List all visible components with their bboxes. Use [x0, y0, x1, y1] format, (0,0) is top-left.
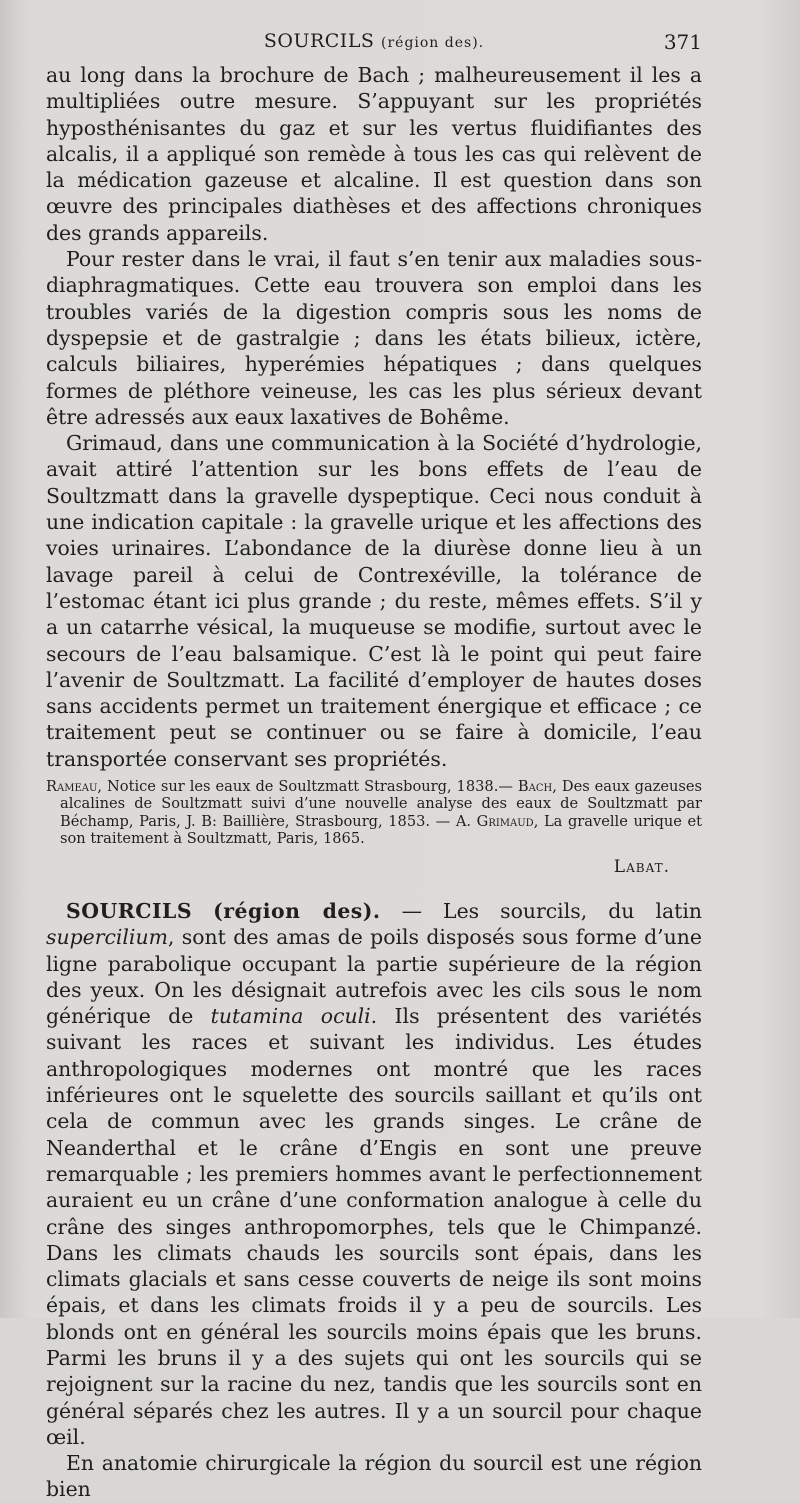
headword-sub: (région des).: [213, 898, 381, 923]
ref-text-3: , La gravelle urique et son traitement à Soultzmatt, Paris, 1865.: [60, 812, 702, 848]
lead-text-1: — Les sourcils, du latin: [380, 898, 702, 923]
bibliography: [46, 778, 702, 848]
author-signature: Labat.: [613, 856, 670, 877]
ref-author-2: Bach: [517, 778, 553, 796]
ref-author-1: Rameau: [46, 778, 98, 796]
article-lead-paragraph: [46, 898, 702, 1450]
paragraph-3: Grimaud, dans une communication à la Société d’hydrologie, avait attiré l’attention sur les bons effets de l’eau de Soultzmatt dans la gravelle dyspeptique. Ceci nous conduit à une indication capitale : la gravelle urique et les affections des voies urinaires. L’abondance de la diurèse donne lieu à un lavage pareil à celui de Contrexéville, la tolérance de l’estomac étant ici plus grande ; du reste, mêmes effets. S’il y a un catarrhe vésical, la muqueuse se modifie, surtout avec le secours de l’eau balsamique. C’est là le point qui peut faire l’avenir de Soultzmatt. La facilité d’employer de hautes doses sans accidents permet un traitement énergique et efficace ; ce traitement peut se continuer ou se faire à domicile, l’eau transportée conservant ses propriétés.: [46, 431, 702, 771]
closing-paragraph: En anatomie chirurgicale la région du sourcil est une région bien: [46, 1451, 702, 1502]
running-title-main: SOURCILS: [263, 30, 375, 52]
body-text: [46, 62, 702, 1503]
article-sourcils: [46, 898, 702, 1503]
lead-text-3: . Ils présentent des variétés suivant les races et suivant les individus. Les études anthropologiques modernes ont montré que les races inférieures ont le squelette des sourcils saillant et qu’ils ont cela de commun avec les grands singes. Le crâne de Neanderthal et le crâne d’Engis en sont une preuve remarquable ; les premiers hommes avant le perfectionnement auraient eu un crâne d’une conformation analogue à celle du crâne des singes anthropomorphes, tels que le Chimpanzé. Dans les climats chauds les sourcils sont épais, dans les climats glacials et sans cesse couverts de neige ils sont moins épais, et dans les climats froids il y a peu de sourcils. Les blonds ont en général les sourcils moins épais que les bruns. Parmi les bruns il y a des sujets qui ont les sourcils qui se rejoignent sur la racine du nez, tandis que les sourcils sont en général séparés chez les autres. Il y a un sourcil pour chaque œil.: [46, 1004, 702, 1449]
headword: SOURCILS: [66, 898, 193, 923]
page-number: 371: [663, 30, 702, 54]
running-title: [46, 30, 702, 52]
latin-term-2: tutamina oculi: [210, 1004, 371, 1029]
latin-term-1: supercilium: [46, 925, 168, 950]
paragraph-1: au long dans la brochure de Bach ; malheureusement il les a multipliées outre mesure. S’appuyant sur les propriétés hyposthénisantes du gaz et sur les vertus fluidifiantes des alcalis, il a appliqué son remède à tous les cas qui relèvent de la médication gazeuse et alcaline. Il est question dans son œuvre des principales diathèses et des affections chroniques des grands appareils.: [46, 63, 702, 245]
paragraph-2: Pour rester dans le vrai, il faut s’en tenir aux maladies sous-diaphragmatiques. Cette eau trouvera son emploi dans les troubles variés de la digestion compris sous les noms de dyspepsie et de gastralgie ; dans les états bilieux, ictère, calculs biliaires, hyperémies hépatiques ; dans quelques formes de pléthore veineuse, les cas les plus sérieux devant être adressés aux eaux laxatives de Bohême.: [46, 247, 702, 429]
lead-text-2: , sont des amas de poils disposés sous forme d’une ligne parabolique occupant la partie supérieure de la région des yeux. On les désignait autrefois avec les cils sous le nom générique de: [46, 925, 702, 1029]
ref-text-1: , Notice sur les eaux de Soultzmatt Strasbourg, 1838.—: [97, 778, 518, 796]
ref-author-3: Grimaud: [476, 812, 534, 830]
running-title-sub: (région des).: [381, 35, 485, 51]
page-header: [46, 30, 702, 60]
ref-text-2: , Des eaux gazeuses alcalines de Soultzmatt suivi d’une nouvelle analyse des eaux de Soultzmatt par Béchamp, Paris, J. B: Baillière, Strasbourg, 1853. — A.: [60, 778, 703, 830]
